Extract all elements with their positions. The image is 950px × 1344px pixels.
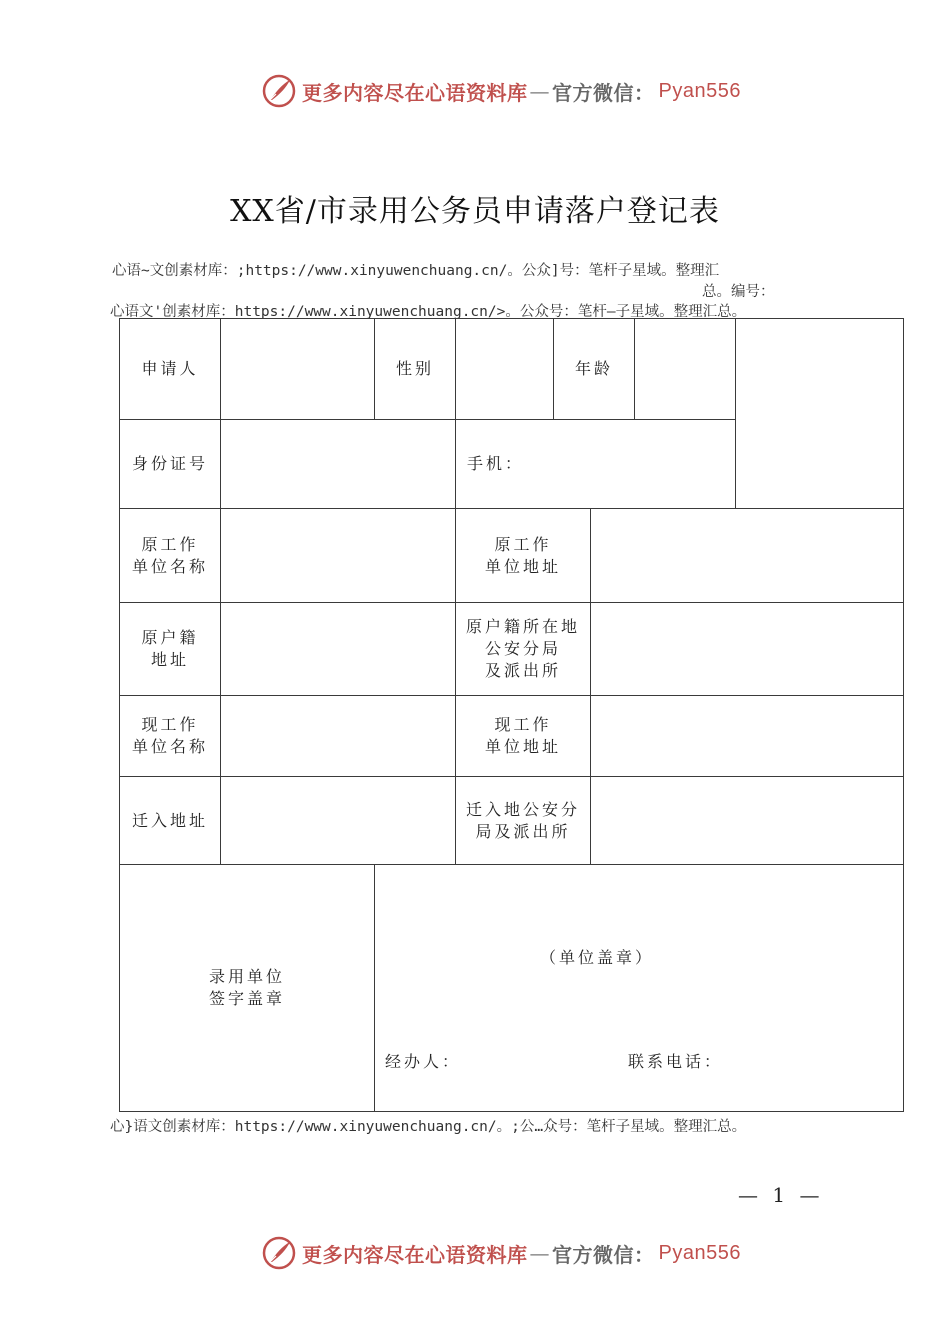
contact-phone-label: 联系电话：	[628, 1052, 724, 1071]
move-in-police-field[interactable]	[590, 776, 904, 865]
orig-unit-addr-field[interactable]	[590, 508, 904, 603]
label-move-in-police: 迁入地公安分 局及派出所	[455, 776, 591, 865]
watermark-note-3: 心语文'创素材库：https://www.xinyuwenchuang.cn/>。公众号：笔杆—子星域。整理汇总。	[110, 304, 747, 320]
handler-label: 经办人：	[385, 1052, 462, 1071]
gender-field[interactable]	[455, 318, 554, 420]
quill-logo-icon	[262, 74, 296, 108]
age-field[interactable]	[634, 318, 736, 420]
banner-brand: 更多内容尽在心语资料库	[302, 80, 528, 105]
banner-dash: —	[529, 79, 550, 103]
label-cur-unit-name: 现工作 单位名称	[119, 695, 221, 777]
quill-logo-icon	[262, 1236, 296, 1270]
applicant-field[interactable]	[220, 318, 375, 420]
header-banner	[262, 74, 741, 108]
mobile-field[interactable]: 手机：	[455, 419, 736, 509]
watermark-note-1: 心语~文创素材库：;https://www.xinyuwenchuang.cn/。公众]号：笔杆子星域。整理汇	[112, 263, 720, 279]
photo-box	[735, 318, 904, 509]
cur-unit-name-field[interactable]	[220, 695, 456, 777]
orig-police-field[interactable]	[590, 602, 904, 696]
label-orig-police: 原户籍所在地 公安分局 及派出所	[455, 602, 591, 696]
banner-wechat-label: 官方微信：	[552, 80, 655, 105]
watermark-note-4: 心}语文创素材库：https://www.xinyuwenchuang.cn/。;公…众号：笔杆子星域。整理汇总。	[110, 1119, 747, 1135]
employer-sign-area[interactable]	[374, 864, 904, 1112]
banner-wechat-id: Pyan556	[658, 1241, 741, 1264]
label-orig-unit-name: 原工作 单位名称	[119, 508, 221, 603]
footer-banner	[262, 1236, 741, 1270]
banner-dash: —	[529, 1241, 550, 1265]
page-title: XX省/市录用公务员申请落户登记表	[230, 194, 720, 229]
orig-hukou-addr-field[interactable]	[220, 602, 456, 696]
label-employer-sign: 录用单位 签字盖章	[119, 864, 375, 1112]
unit-seal-label: （单位盖章）	[540, 948, 655, 967]
banner-brand: 更多内容尽在心语资料库	[302, 1242, 528, 1267]
label-gender: 性别	[374, 318, 456, 420]
cur-unit-addr-field[interactable]	[590, 695, 904, 777]
page-number: — 1 —	[738, 1183, 824, 1207]
orig-unit-name-field[interactable]	[220, 508, 456, 603]
label-orig-hukou-addr: 原户籍 地址	[119, 602, 221, 696]
label-cur-unit-addr: 现工作 单位地址	[455, 695, 591, 777]
label-move-in-addr: 迁入地址	[119, 776, 221, 865]
watermark-note-2: 总。编号：	[702, 284, 775, 300]
label-age: 年龄	[553, 318, 635, 420]
label-id-number: 身份证号	[119, 419, 221, 509]
move-in-addr-field[interactable]	[220, 776, 456, 865]
banner-wechat-id: Pyan556	[658, 79, 741, 102]
id-number-field[interactable]	[220, 419, 456, 509]
label-orig-unit-addr: 原工作 单位地址	[455, 508, 591, 603]
banner-wechat-label: 官方微信：	[552, 1242, 655, 1267]
label-applicant: 申请人	[119, 318, 221, 420]
